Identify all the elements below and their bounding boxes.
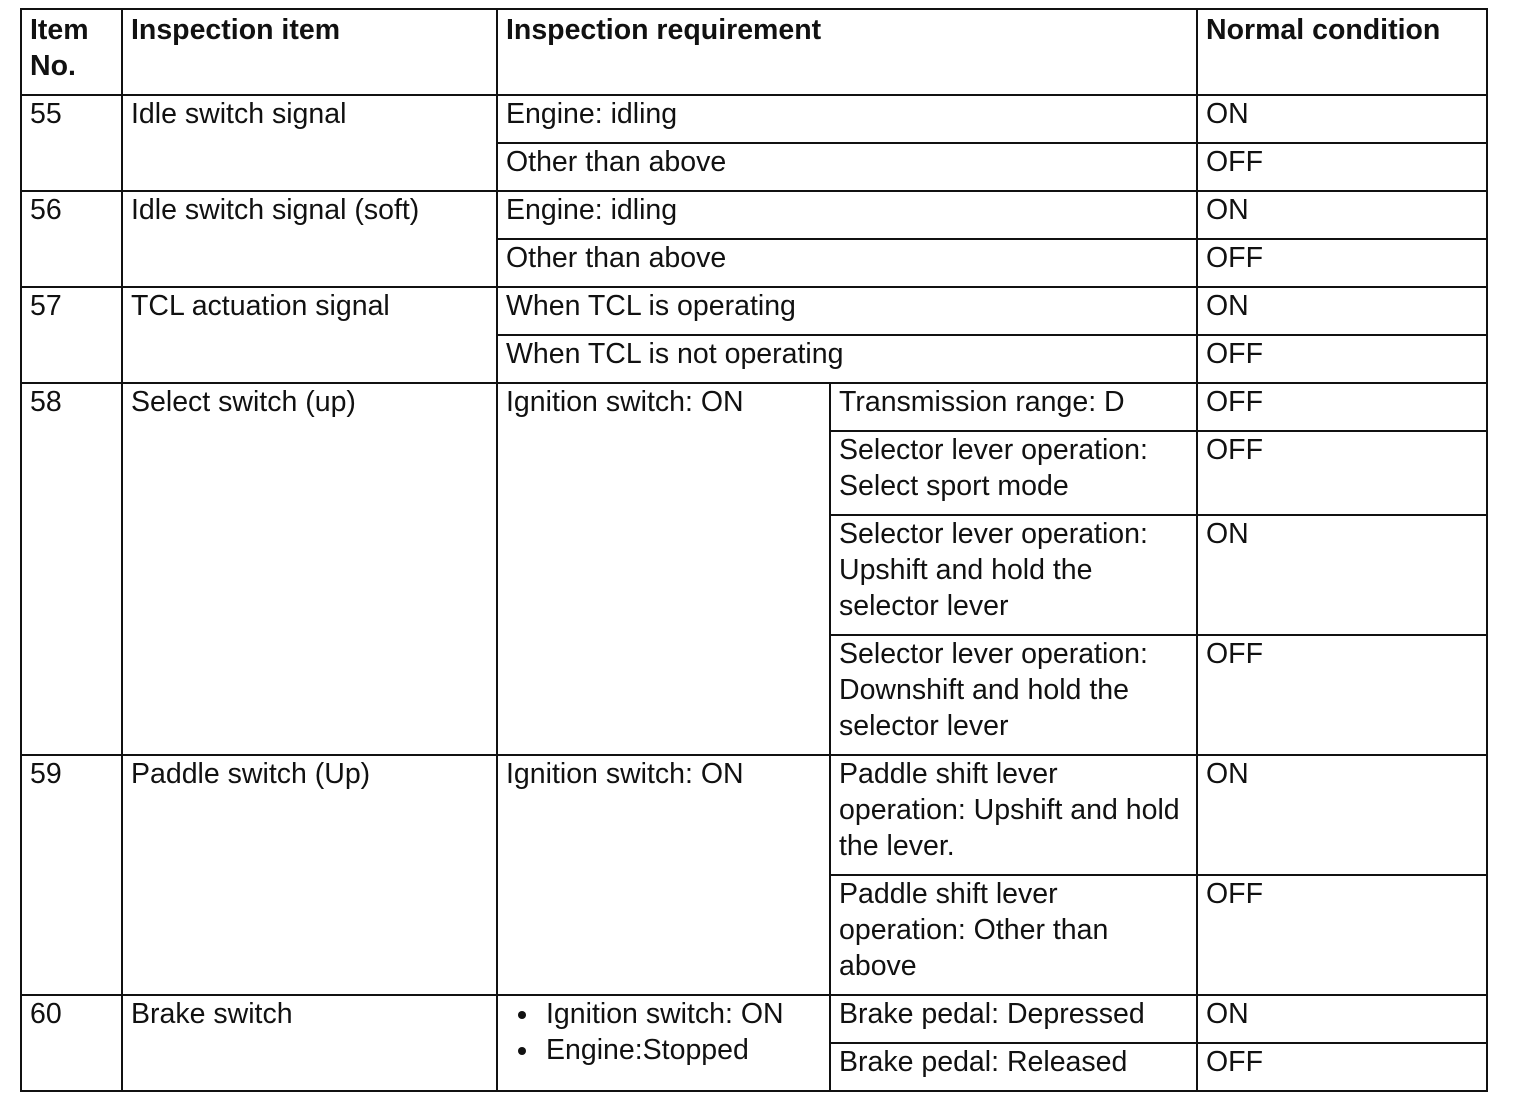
- requirement-cell: Other than above: [497, 143, 1197, 191]
- item-no-cell: 58: [21, 383, 122, 755]
- bullet-item: Engine:Stopped: [546, 1032, 823, 1068]
- normal-condition-cell: OFF: [1197, 431, 1487, 515]
- normal-condition-cell: ON: [1197, 995, 1487, 1043]
- normal-condition-cell: OFF: [1197, 1043, 1487, 1091]
- table-row: [21, 191, 1487, 239]
- normal-condition-cell: ON: [1197, 287, 1487, 335]
- normal-condition-cell: ON: [1197, 515, 1487, 635]
- inspection-item-cell: Select switch (up): [122, 383, 497, 755]
- requirement-cell: When TCL is not operating: [497, 335, 1197, 383]
- inspection-item-cell: Paddle switch (Up): [122, 755, 497, 995]
- table-row: [21, 287, 1487, 335]
- condition-cell: Paddle shift lever operation: Other than above: [830, 875, 1197, 995]
- normal-condition-cell: ON: [1197, 95, 1487, 143]
- table-row: [21, 995, 1487, 1043]
- bullet-item: Ignition switch: ON: [546, 996, 823, 1032]
- requirement-cell: Engine: idling: [497, 191, 1197, 239]
- normal-condition-cell: OFF: [1197, 875, 1487, 995]
- inspection-item-cell: TCL actuation signal: [122, 287, 497, 383]
- normal-condition-cell: ON: [1197, 191, 1487, 239]
- condition-cell: Transmission range: D: [830, 383, 1197, 431]
- header-inspection-item: Inspection item: [122, 9, 497, 95]
- header-normal-condition: Normal condition: [1197, 9, 1487, 95]
- inspection-item-cell: Idle switch signal (soft): [122, 191, 497, 287]
- header-row: [21, 9, 1487, 95]
- requirement-cell: Ignition switch: ON: [497, 755, 830, 995]
- table-row: [21, 95, 1487, 143]
- requirement-cell: [497, 995, 830, 1091]
- condition-cell: Selector lever operation: Downshift and hold the selector lever: [830, 635, 1197, 755]
- inspection-item-cell: Brake switch: [122, 995, 497, 1091]
- condition-cell: Brake pedal: Released: [830, 1043, 1197, 1091]
- normal-condition-cell: OFF: [1197, 239, 1487, 287]
- item-no-cell: 57: [21, 287, 122, 383]
- normal-condition-cell: OFF: [1197, 635, 1487, 755]
- table-row: [21, 383, 1487, 431]
- header-inspection-requirement: Inspection requirement: [497, 9, 1197, 95]
- normal-condition-cell: OFF: [1197, 143, 1487, 191]
- table-row: [21, 755, 1487, 875]
- item-no-cell: 56: [21, 191, 122, 287]
- condition-cell: Brake pedal: Depressed: [830, 995, 1197, 1043]
- inspection-table: [20, 8, 1488, 1092]
- requirement-cell: Engine: idling: [497, 95, 1197, 143]
- normal-condition-cell: OFF: [1197, 335, 1487, 383]
- condition-cell: Paddle shift lever operation: Upshift and hold the lever.: [830, 755, 1197, 875]
- normal-condition-cell: ON: [1197, 755, 1487, 875]
- requirement-bullet-list: [506, 996, 823, 1068]
- item-no-cell: 55: [21, 95, 122, 191]
- header-item-no: Item No.: [21, 9, 122, 95]
- item-no-cell: 60: [21, 995, 122, 1091]
- normal-condition-cell: OFF: [1197, 383, 1487, 431]
- requirement-cell: When TCL is operating: [497, 287, 1197, 335]
- condition-cell: Selector lever operation: Upshift and hold the selector lever: [830, 515, 1197, 635]
- inspection-item-cell: Idle switch signal: [122, 95, 497, 191]
- item-no-cell: 59: [21, 755, 122, 995]
- condition-cell: Selector lever operation: Select sport mode: [830, 431, 1197, 515]
- requirement-cell: Other than above: [497, 239, 1197, 287]
- requirement-cell: Ignition switch: ON: [497, 383, 830, 755]
